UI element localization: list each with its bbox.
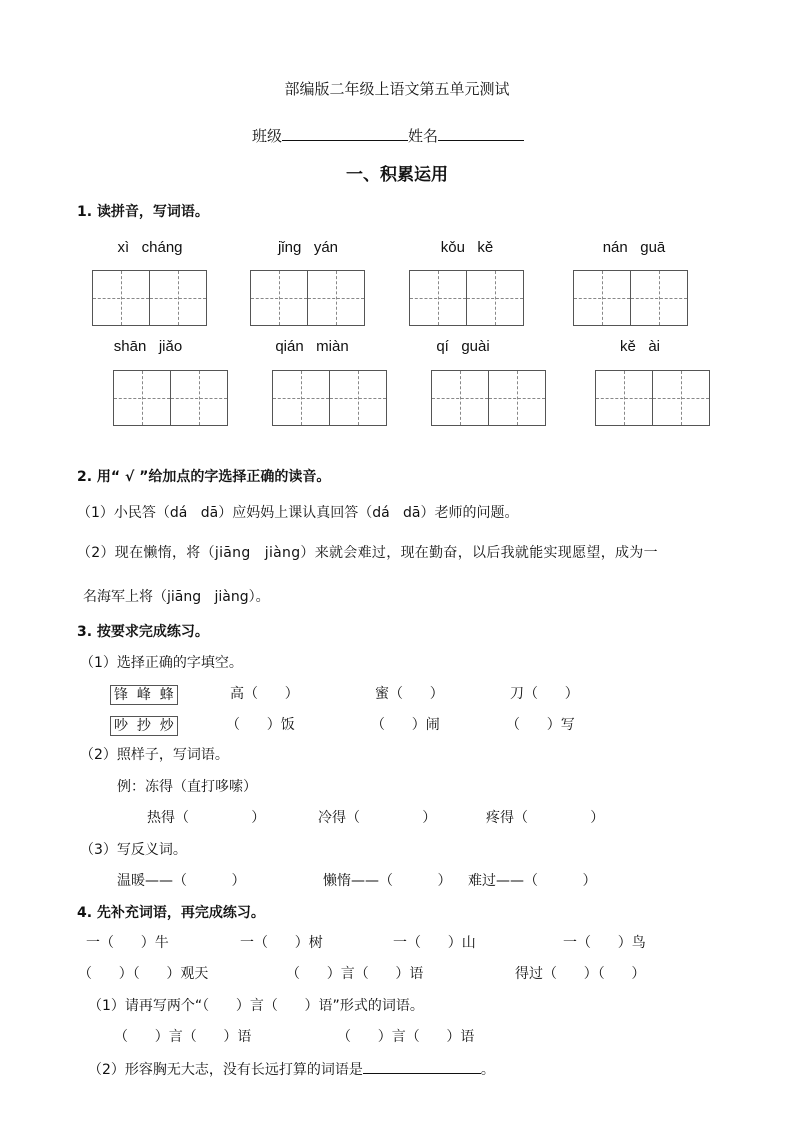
writing-grid[interactable] <box>595 370 710 426</box>
q3-part2: （2）照样子，写词语。 <box>80 747 229 763</box>
q4-part2 <box>88 1059 495 1079</box>
student-info <box>252 126 524 145</box>
pinyin: xì cháng <box>117 239 183 256</box>
fill-item[interactable]: （ ）言（ ）语 <box>114 1029 252 1045</box>
pinyin: nán guā <box>602 239 666 256</box>
pinyin: shān jiǎo <box>113 338 183 355</box>
writing-grid[interactable] <box>431 370 546 426</box>
fill-item[interactable]: （ ）（ ）观天 <box>78 966 209 982</box>
pinyin: kě ài <box>619 338 661 355</box>
writing-grid[interactable] <box>250 270 365 326</box>
name-field[interactable] <box>438 126 524 141</box>
fill-item[interactable]: 疼得（ ） <box>486 810 605 826</box>
q3-title: 3. 按要求完成练习。 <box>77 624 209 640</box>
char-choice-box: 吵 抄 炒 <box>110 716 178 736</box>
writing-grid[interactable] <box>573 270 688 326</box>
fill-item[interactable]: 一（ ）鸟 <box>563 935 646 951</box>
fill-item[interactable]: （ ）言（ ）语 <box>286 966 424 982</box>
page-title: 部编版二年级上语文第五单元测试 <box>284 80 510 98</box>
fill-item[interactable]: 一（ ）牛 <box>86 935 169 951</box>
fill-item[interactable]: （ ）言（ ）语 <box>337 1029 475 1045</box>
pinyin: jǐng yán <box>277 239 339 256</box>
q1-title: 1. 读拼音，写词语。 <box>77 204 209 220</box>
fill-item[interactable]: 热得（ ） <box>147 810 266 826</box>
class-label: 班级 <box>252 127 283 145</box>
class-field[interactable] <box>282 126 408 141</box>
q3-part3: （3）写反义词。 <box>80 842 187 858</box>
q2-line: （1）小民答（dá dā）应妈妈上课认真回答（dá dā）老师的问题。 <box>77 505 519 521</box>
fill-item[interactable]: 难过——（ ） <box>468 873 597 889</box>
char-choice-box: 锋 峰 蜂 <box>110 685 178 705</box>
fill-item[interactable]: （ ）饭 <box>226 717 295 733</box>
q2-line: （2）现在懒惰，将（jiāng jiàng）来就会难过，现在勤奋，以后我就能实现愿望，成为一 <box>77 545 658 561</box>
fill-item[interactable]: 刀（ ） <box>510 686 579 702</box>
pinyin: kǒu kě <box>440 239 494 256</box>
fill-item[interactable]: 懒惰——（ ） <box>323 873 452 889</box>
fill-item[interactable]: 一（ ）树 <box>240 935 323 951</box>
name-label: 姓名 <box>408 127 439 145</box>
section-heading: 一、积累运用 <box>346 165 448 185</box>
fill-item[interactable]: （ ）写 <box>506 717 575 733</box>
answer-blank[interactable] <box>363 1059 481 1074</box>
q2-title: 2. 用“ √ ”给加点的字选择正确的读音。 <box>77 469 331 485</box>
fill-item[interactable]: 高（ ） <box>230 686 299 702</box>
fill-item[interactable]: 一（ ）山 <box>393 935 476 951</box>
pinyin: qián miàn <box>275 338 349 355</box>
example: 例：冻得（直打哆嗦） <box>117 779 257 795</box>
fill-item[interactable]: 得过（ ）（ ） <box>515 966 646 982</box>
writing-grid[interactable] <box>92 270 207 326</box>
writing-grid[interactable] <box>272 370 387 426</box>
writing-grid[interactable] <box>409 270 524 326</box>
q4-part2-text: （2）形容胸无大志，没有长远打算的词语是 <box>88 1062 363 1078</box>
q4-title: 4. 先补充词语，再完成练习。 <box>77 905 265 921</box>
q2-line: 名海军上将（jiāng jiàng）。 <box>83 589 270 605</box>
q4-part2-end: 。 <box>480 1062 495 1078</box>
fill-item[interactable]: 冷得（ ） <box>318 810 437 826</box>
fill-item[interactable]: 温暖——（ ） <box>117 873 246 889</box>
fill-item[interactable]: （ ）闹 <box>371 717 440 733</box>
pinyin: qí guài <box>436 338 490 355</box>
q4-part1: （1）请再写两个“（ ）言（ ）语”形式的词语。 <box>88 998 424 1014</box>
q3-part1: （1）选择正确的字填空。 <box>80 655 243 671</box>
writing-grid[interactable] <box>113 370 228 426</box>
fill-item[interactable]: 蜜（ ） <box>375 686 444 702</box>
